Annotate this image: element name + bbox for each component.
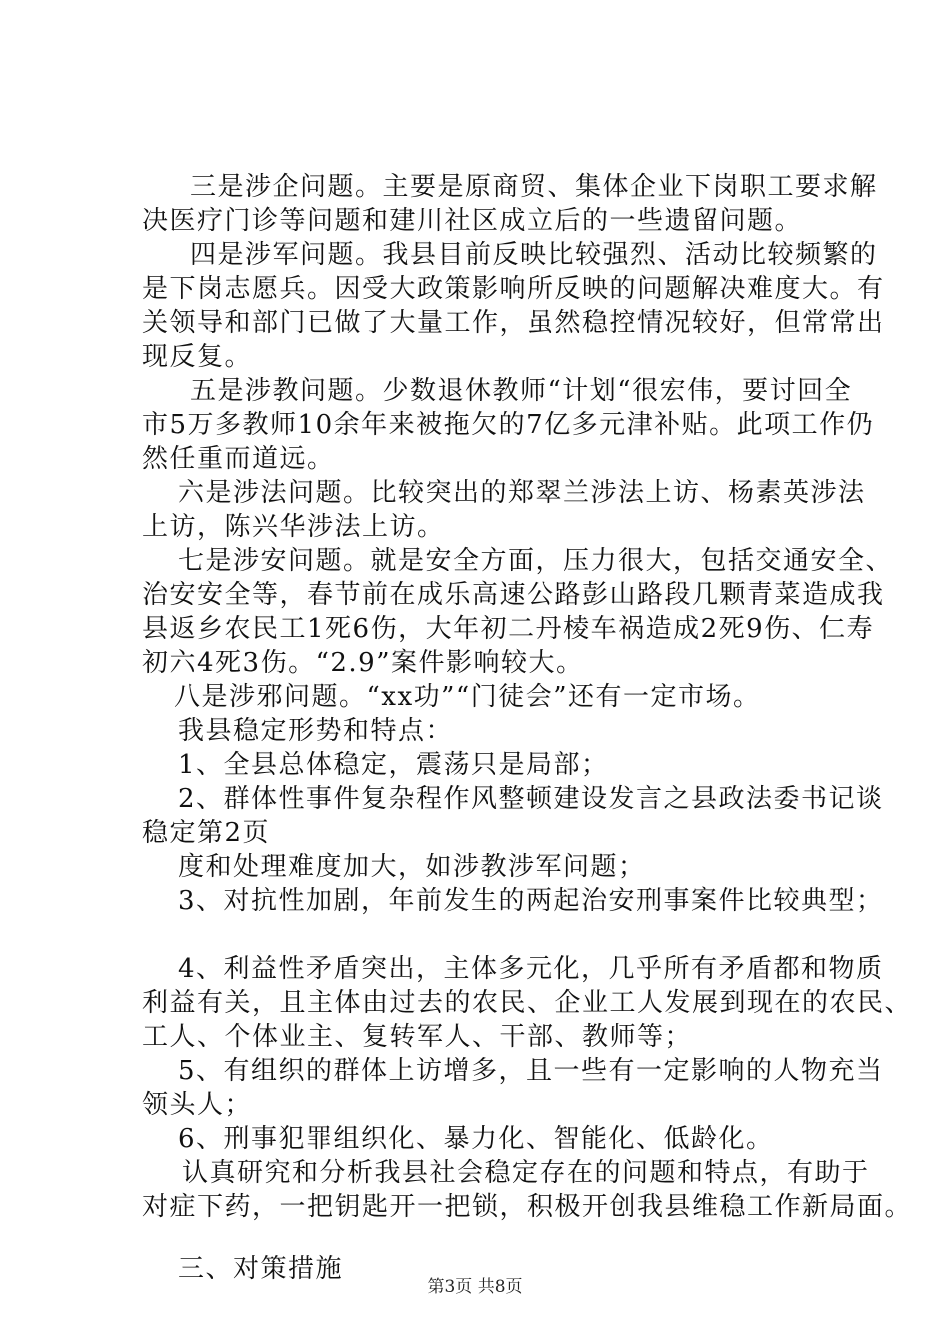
text-line: 1、全县总体稳定，震荡只是局部； bbox=[178, 750, 609, 780]
text-line: 稳定第2页 bbox=[142, 818, 271, 848]
text-line: 四是涉军问题。我县目前反映比较强烈、活动比较频繁的 bbox=[190, 240, 878, 270]
text-line: 6、刑事犯罪组织化、暴力化、智能化、低龄化。 bbox=[178, 1124, 774, 1154]
text-line: 治安安全等，春节前在成乐高速公路彭山路段几颗青菜造成我 bbox=[142, 580, 885, 610]
text-line: 3、对抗性加剧，年前发生的两起治安刑事案件比较典型； bbox=[178, 886, 884, 916]
text-line: 六是涉法问题。比较突出的郑翠兰涉法上访、杨素英涉法 bbox=[178, 478, 866, 508]
text-line: 五是涉教问题。少数退休教师“计划“很宏伟，要讨回全 bbox=[190, 376, 853, 406]
text-line: 我县稳定形势和特点： bbox=[178, 716, 454, 746]
text-line: 工人、个体业主、复转军人、干部、教师等； bbox=[142, 1022, 693, 1052]
text-line: 对症下药，一把钥匙开一把锁，积极开创我县维稳工作新局面。 bbox=[142, 1192, 913, 1222]
section-heading: 三、对策措施 bbox=[178, 1254, 344, 1284]
text-line: 关领导和部门已做了大量工作，虽然稳控情况较好，但常常出 bbox=[142, 308, 885, 338]
text-line: 八是涉邪问题。“xx功”“门徒会”还有一定市场。 bbox=[174, 682, 761, 712]
text-line: 4、利益性矛盾突出，主体多元化，几乎所有矛盾都和物质 bbox=[178, 954, 884, 984]
text-line: 上访，陈兴华涉法上访。 bbox=[142, 512, 445, 542]
text-line: 县返乡农民工1死6伤，大年初二丹棱车祸造成2死9伤、仁寿 bbox=[142, 614, 875, 644]
text-line: 决医疗门诊等问题和建川社区成立后的一些遗留问题。 bbox=[142, 206, 803, 236]
page-footer: 第3页 共8页 bbox=[427, 1277, 523, 1297]
text-line: 认真研究和分析我县社会稳定存在的问题和特点，有助于 bbox=[182, 1158, 870, 1188]
text-line: 5、有组织的群体上访增多，且一些有一定影响的人物充当 bbox=[178, 1056, 884, 1086]
text-line: 市5万多教师10余年来被拖欠的7亿多元津补贴。此项工作仍 bbox=[142, 410, 875, 440]
text-line: 七是涉安问题。就是安全方面，压力很大，包括交通安全、 bbox=[178, 546, 894, 576]
text-line: 2、群体性事件复杂程作风整顿建设发言之县政法委书记谈 bbox=[178, 784, 884, 814]
text-line: 然任重而道远。 bbox=[142, 444, 335, 474]
text-line: 度和处理难度加大，如涉教涉军问题； bbox=[178, 852, 646, 882]
text-line: 是下岗志愿兵。因受大政策影响所反映的问题解决难度大。有 bbox=[142, 274, 885, 304]
text-line: 领头人； bbox=[142, 1090, 253, 1120]
text-line: 利益有关，且主体由过去的农民、企业工人发展到现在的农民、 bbox=[142, 988, 913, 1018]
text-line: 初六4死3伤。“2.9”案件影响较大。 bbox=[142, 648, 584, 678]
text-line: 现反复。 bbox=[142, 342, 253, 372]
text-line: 三是涉企问题。主要是原商贸、集体企业下岗职工要求解 bbox=[190, 172, 878, 202]
